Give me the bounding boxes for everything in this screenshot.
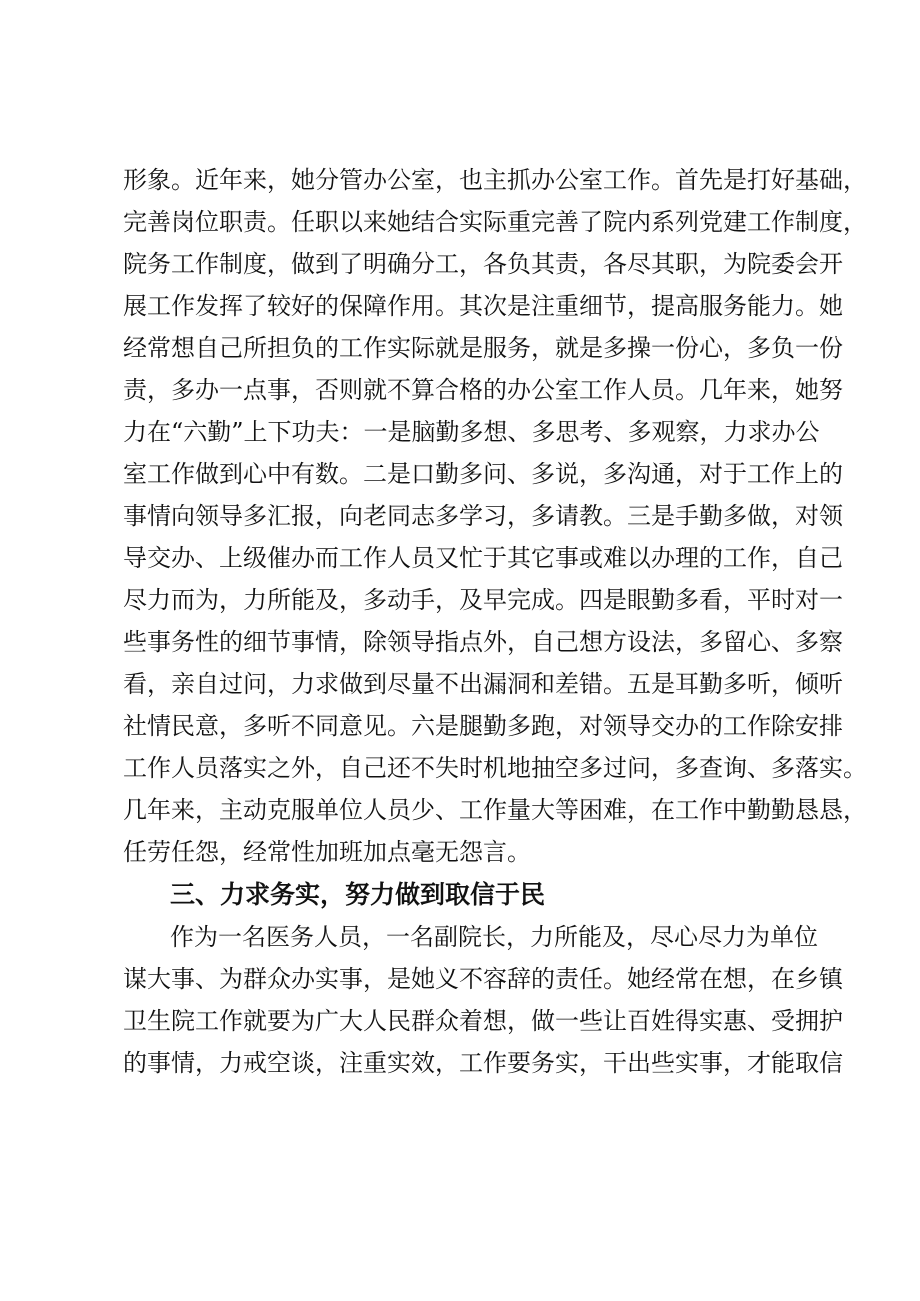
paragraph-line: 几年来，主动克服单位人员少、工作量大等困难，在工作中勤勤恳恳， (123, 796, 867, 824)
paragraph-line: 谋大事、为群众办实事，是她义不容辞的责任。她经常在想，在乡镇 (123, 965, 843, 993)
paragraph-line: 展工作发挥了较好的保障作用。其次是注重细节，提高服务能力。她 (123, 292, 843, 320)
paragraph-line: 社情民意，多听不同意见。六是腿勤多跑，对领导交办的工作除安排 (123, 712, 843, 740)
paragraph-line: 看，亲自过问，力求做到尽量不出漏洞和差错。五是耳勤多听，倾听 (123, 670, 843, 698)
paragraph-line: 院务工作制度，做到了明确分工，各负其责，各尽其职，为院委会开 (123, 250, 843, 278)
paragraph-line: 形象。近年来，她分管办公室，也主抓办公室工作。首先是打好基础， (123, 166, 867, 194)
section-heading: 三、力求务实，努力做到取信于民 (170, 880, 546, 909)
paragraph-line: 导交办、上级催办而工作人员又忙于其它事或难以办理的工作，自己 (123, 544, 843, 572)
paragraph-line: 经常想自己所担负的工作实际就是服务，就是多操一份心，多负一份 (123, 334, 843, 362)
paragraph-line: 尽力而为，力所能及，多动手，及早完成。四是眼勤多看，平时对一 (123, 586, 843, 614)
paragraph-line: 卫生院工作就要为广大人民群众着想，做一些让百姓得实惠、受拥护 (123, 1007, 843, 1035)
paragraph-line: 作为一名医务人员，一名副院长，力所能及，尽心尽力为单位 (170, 923, 818, 951)
paragraph-line: 室工作做到心中有数。二是口勤多问、多说，多沟通，对于工作上的 (123, 460, 843, 488)
paragraph-line: 完善岗位职责。任职以来她结合实际重完善了院内系列党建工作制度， (123, 208, 867, 236)
paragraph-line: 力在“六勤”上下功夫：一是脑勤多想、多思考、多观察，力求办公 (123, 418, 820, 446)
paragraph-line: 事情向领导多汇报，向老同志多学习，多请教。三是手勤多做，对领 (123, 502, 843, 530)
paragraph-line: 任劳任怨，经常性加班加点毫无怨言。 (123, 838, 531, 866)
paragraph-line: 责，多办一点事，否则就不算合格的办公室工作人员。几年来，她努 (123, 376, 843, 404)
paragraph-line: 工作人员落实之外，自己还不失时机地抽空多过问，多查询、多落实。 (123, 754, 867, 782)
paragraph-line: 的事情，力戒空谈，注重实效，工作要务实，干出些实事，才能取信 (123, 1049, 843, 1077)
paragraph-line: 些事务性的细节事情，除领导指点外，自己想方设法，多留心、多察 (123, 628, 843, 656)
